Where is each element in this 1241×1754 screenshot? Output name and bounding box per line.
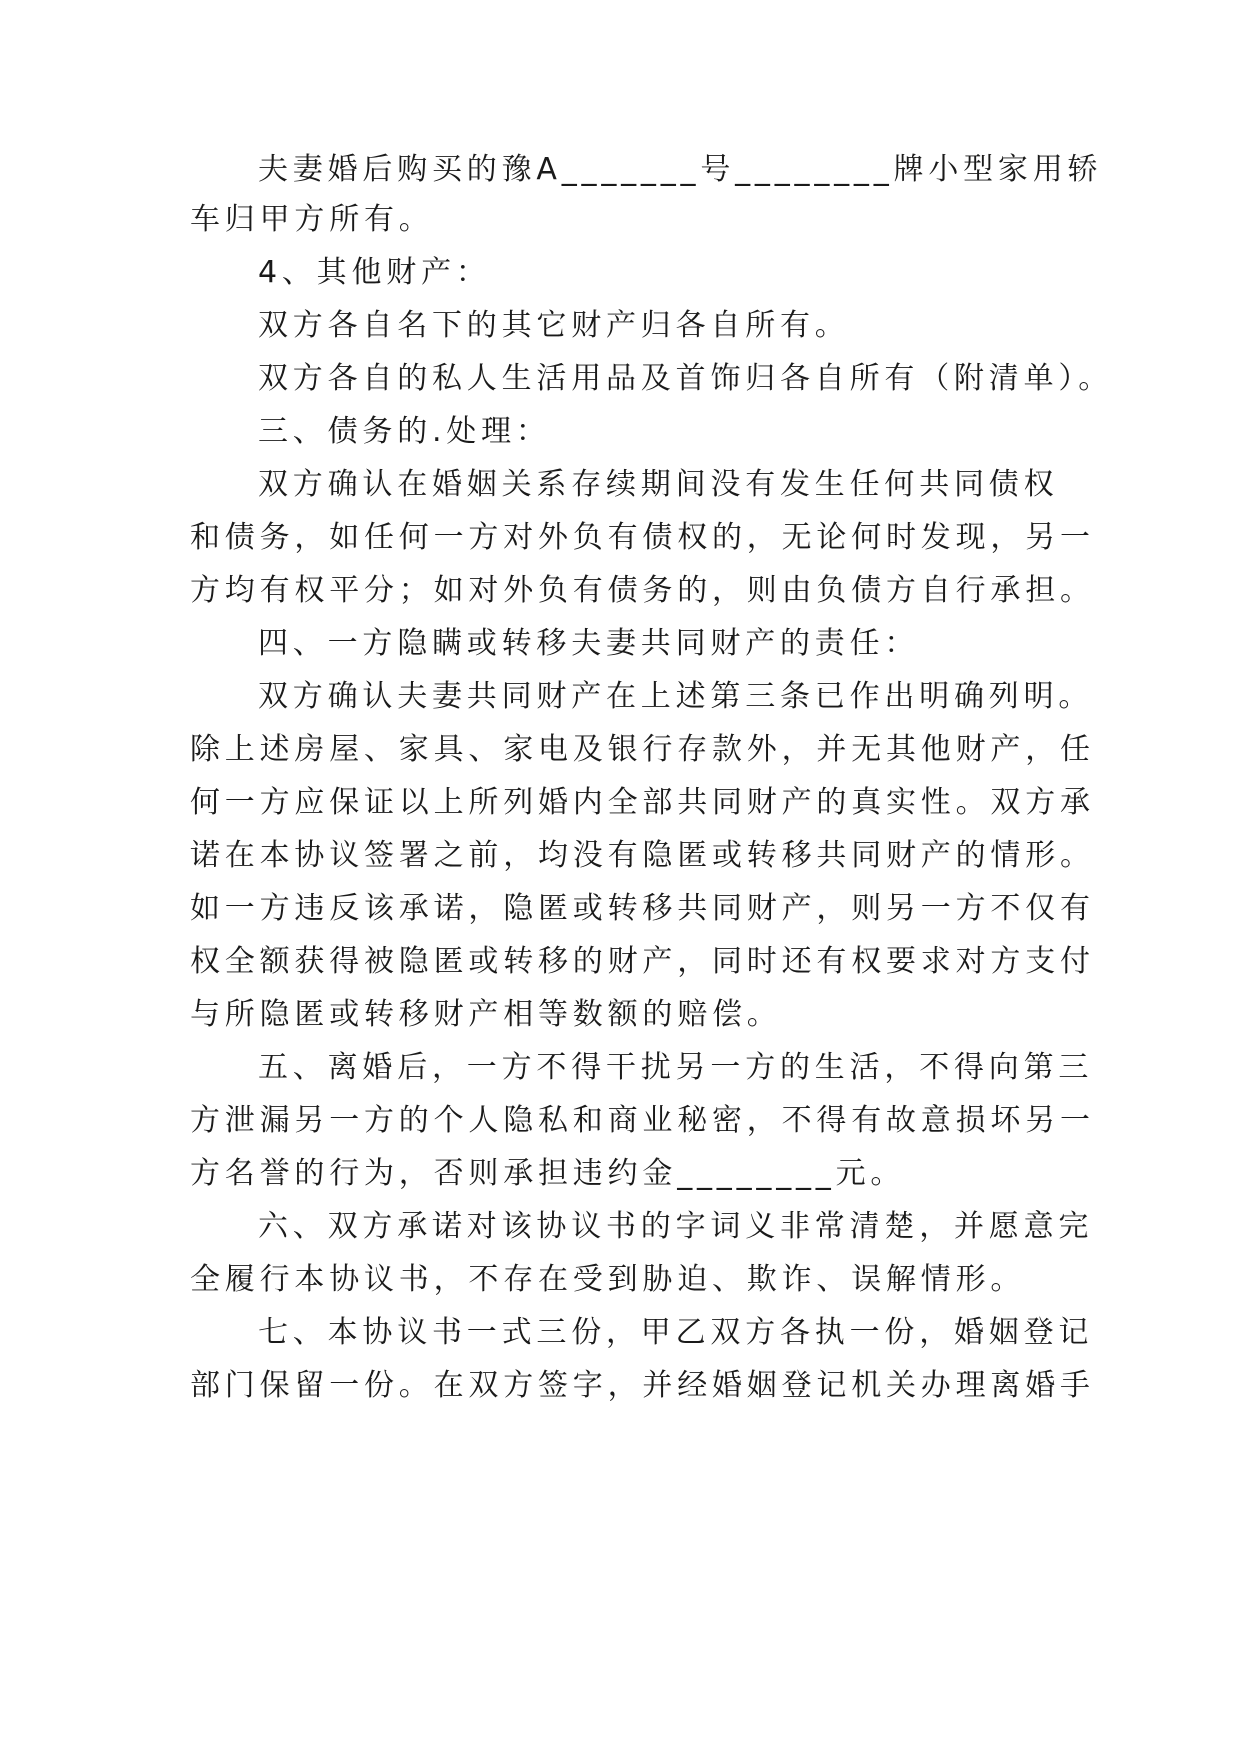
paragraph-line: 七、本协议书一式三份，甲乙双方各执一份，婚姻登记 [258,1315,1094,1350]
paragraph-line: 如一方违反该承诺，隐匿或转移共同财产，则另一方不仅有 [190,891,1095,926]
paragraph-line: 双方确认夫妻共同财产在上述第三条已作出明确列明。 [258,679,1094,714]
paragraph-line: 4、其他财产： [258,255,491,290]
paragraph-line: 除上述房屋、家具、家电及银行存款外，并无其他财产，任 [190,732,1095,767]
paragraph-line: 何一方应保证以上所列婚内全部共同财产的真实性。双方承 [190,785,1095,820]
paragraph-line: 双方各自名下的其它财产归各自所有。 [258,308,850,343]
paragraph-line: 六、双方承诺对该协议书的字词义非常清楚，并愿意完 [258,1209,1094,1244]
paragraph-line: 方名誉的行为，否则承担违约金________元。 [190,1156,906,1191]
paragraph-line: 双方各自的私人生活用品及首饰归各自所有（附清单）。 [258,361,1113,396]
paragraph-line: 方泄漏另一方的个人隐私和商业秘密，不得有故意损坏另一 [190,1103,1095,1138]
section-heading: 四、一方隐瞒或转移夫妻共同财产的责任： [258,626,920,661]
section-heading: 三、债务的.处理： [258,414,551,449]
paragraph-line: 方均有权平分；如对外负有债务的，则由负债方自行承担。 [190,573,1095,608]
paragraph-line: 车归甲方所有。 [190,202,434,237]
paragraph-line: 诺在本协议签署之前，均没有隐匿或转移共同财产的情形。 [190,838,1095,873]
paragraph-line: 双方确认在婚姻关系存续期间没有发生任何共同债权 [258,467,1059,502]
paragraph-line: 与所隐匿或转移财产相等数额的赔偿。 [190,997,782,1032]
paragraph-line: 五、离婚后，一方不得干扰另一方的生活，不得向第三 [258,1050,1094,1085]
paragraph-line: 夫妻婚后购买的豫A_______号________牌小型家用轿 [258,152,1103,187]
paragraph-line: 权全额获得被隐匿或转移的财产，同时还有权要求对方支付 [190,944,1095,979]
paragraph-line: 全履行本协议书，不存在受到胁迫、欺诈、误解情形。 [190,1262,1026,1297]
paragraph-line: 和债务，如任何一方对外负有债权的，无论何时发现，另一 [190,520,1095,555]
paragraph-line: 部门保留一份。在双方签字，并经婚姻登记机关办理离婚手 [190,1368,1095,1403]
